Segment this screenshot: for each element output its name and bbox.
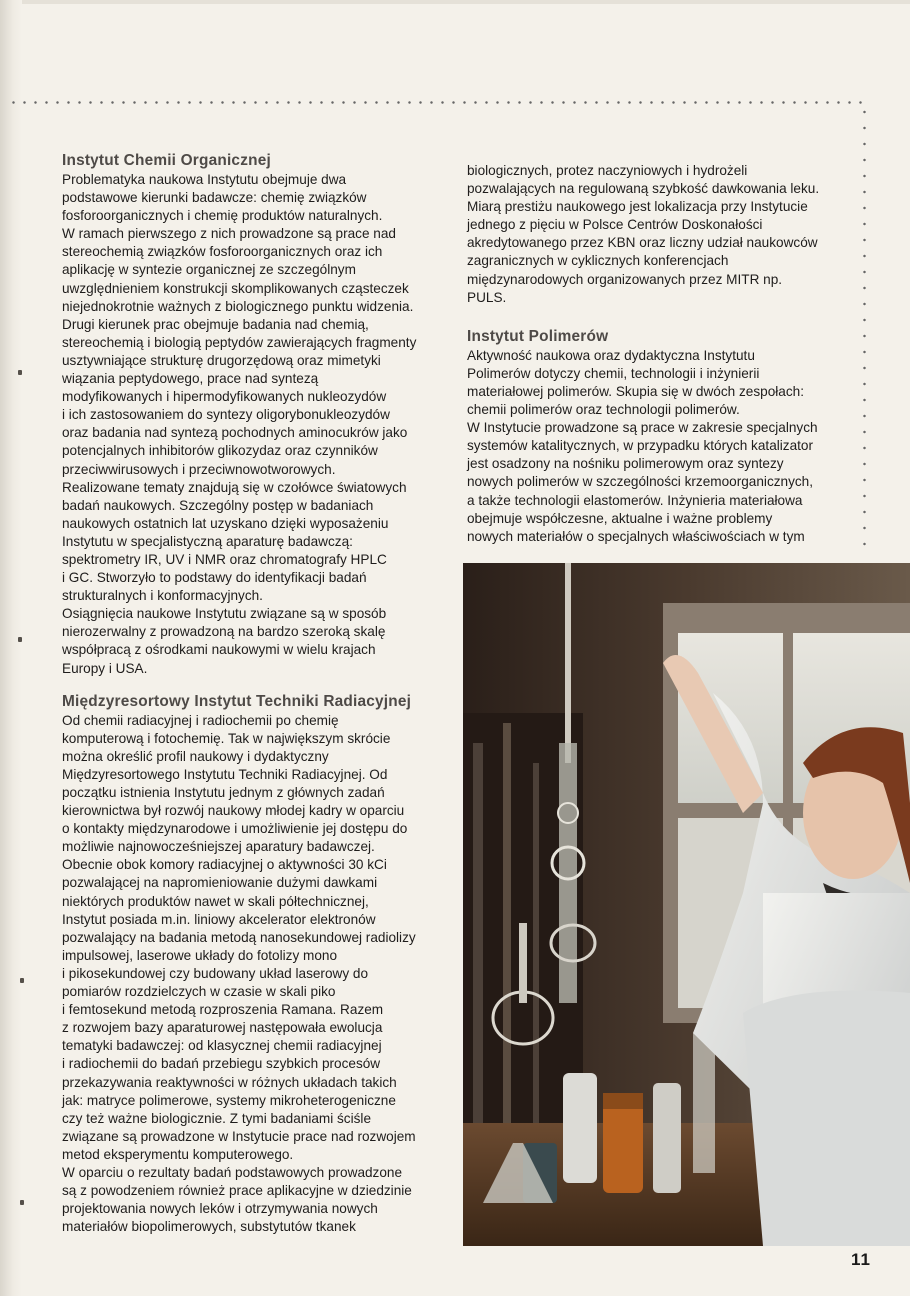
dotted-rule-vertical xyxy=(863,104,866,554)
text-line: komputerową i fotochemię. Tak w największym skrócie xyxy=(62,730,391,746)
text-line: wiązania peptydowego, prace nad syntezą xyxy=(62,371,319,387)
text-line: i GC. Stworzyło to podstawy do identyfikacji badań xyxy=(62,570,367,586)
text-line: i pikosekundowej czy budowany układ laserowy do xyxy=(62,965,369,981)
text-line: modyfikowanych i hipermodyfikowanych nukleozydów xyxy=(62,389,387,405)
text-line: Europy i USA. xyxy=(62,660,148,676)
text-line: międzynarodowych organizowanych przez MITR np. xyxy=(467,271,783,287)
binding-hole-mark xyxy=(20,978,24,983)
text-line: a także technologii elastomerów. Inżynieria materiałowa xyxy=(467,492,803,508)
text-line: akredytowanego przez KBN oraz liczny udział naukowców xyxy=(467,235,818,251)
text-line: systemów katalitycznych, w przypadku których katalizator xyxy=(467,438,814,454)
text-line: impulsowej, laserowe układy do fotolizy mono xyxy=(62,947,338,963)
text-line: spektrometry IR, UV i NMR oraz chromatografy HPLC xyxy=(62,551,387,567)
text-line: o kontakty międzynarodowe i umożliwienie jej dostępu do xyxy=(62,821,408,837)
text-line: Drugi kierunek prac obejmuje badania nad chemią, xyxy=(62,316,369,332)
text-line: czy też ważne biologicznie. Z tymi badaniami ściśle xyxy=(62,1110,372,1126)
text-line: podstawowe kierunki badawcze: chemię związków xyxy=(62,190,367,206)
scan-binding-shadow xyxy=(0,0,22,1296)
text-line: badań naukowych. Szczególny postęp w badaniach xyxy=(62,497,374,513)
text-line: Realizowane tematy znajdują się w czołówce światowych xyxy=(62,479,407,495)
text-line: pozwalającej na napromieniowanie dużymi dawkami xyxy=(62,875,378,891)
text-line: fosforoorganicznych i chemię produktów naturalnych. xyxy=(62,208,383,224)
text-line: pozwalających na regulowaną szybkość dawkowania leku. xyxy=(467,181,820,197)
text-line: oraz badania nad syntezą pochodnych aminocukrów jako xyxy=(62,425,408,441)
text-line: nowych polimerów w szczególności krzemoorganicznych, xyxy=(467,474,814,490)
text-line: zagranicznych w cyklicznych konferencjach xyxy=(467,253,729,269)
text-line: strukturalnych i konformacyjnych. xyxy=(62,588,263,604)
binding-hole-mark xyxy=(20,1200,24,1205)
text-line: jednego z pięciu w Polsce Centrów Doskonałości xyxy=(467,217,763,233)
text-line: stereochemią związków fosforoorganicznych oraz ich xyxy=(62,244,383,260)
text-line: jest osadzony na nośniku polimerowym oraz syntezy xyxy=(467,456,784,472)
text-line: W oparciu o rezultaty badań podstawowych prowadzone xyxy=(62,1164,403,1180)
text-line: pozwalający na badania metodą nanosekundowej radiolizy xyxy=(62,929,416,945)
text-line: Problematyka naukowa Instytutu obejmuje dwa xyxy=(62,172,347,187)
text-line: obejmuje współczesne, aktualne i ważne problemy xyxy=(467,510,773,526)
text-line: PULS. xyxy=(467,289,507,305)
section-heading-polymers: Instytut Polimerów xyxy=(467,327,609,345)
text-line: metod eksperymentu komputerowego. xyxy=(62,1146,294,1162)
text-line: Od chemii radiacyjnej i radiochemii po chemię xyxy=(62,712,339,728)
text-line: materiałowej polimerów. Skupia się w dwóch zespołach: xyxy=(467,383,804,399)
text-line: przeciwwirusowych i przeciwnowotworowych. xyxy=(62,461,336,477)
section-body-organic-chemistry xyxy=(62,171,452,678)
section-heading-radiation-technique: Międzyresortowy Instytut Techniki Radiacyjnej xyxy=(62,692,412,710)
text-line: Instytut posiada m.in. liniowy akcelerator elektronów xyxy=(62,911,376,927)
text-line: z rozwojem bazy aparaturowej następowała ewolucja xyxy=(62,1020,383,1036)
text-line: związane są prowadzone w Instytucie prace nad rozwojem xyxy=(62,1128,416,1144)
right-text-column xyxy=(467,162,863,546)
section-body-polymers xyxy=(467,347,863,546)
text-line: Osiągnięcia naukowe Instytutu związane są w sposób xyxy=(62,606,387,622)
text-line: Aktywność naukowa oraz dydaktyczna Instytutu xyxy=(467,347,755,363)
section-heading-organic-chemistry: Instytut Chemii Organicznej xyxy=(62,152,271,169)
text-line: i ich zastosowaniem do syntezy oligorybonukleozydów xyxy=(62,407,390,423)
text-line: kierownictwa był rozwój naukowy młodej kadry w oparciu xyxy=(62,803,405,819)
text-line: materiałów biopolimerowych, substytutów tkanek xyxy=(62,1219,356,1235)
text-line: współpracą z ośrodkami naukowymi w wielu krajach xyxy=(62,642,376,658)
section-body-radiation-technique xyxy=(62,712,452,1237)
text-line: nierozerwalny z prowadzoną na bardzo szeroką skalę xyxy=(62,624,386,640)
page-number: 11 xyxy=(851,1250,871,1269)
text-line: aplikację w syntezie organicznej ze szczególnym xyxy=(62,262,356,278)
text-line: jak: matryce polimerowe, systemy mikroheterogeniczne xyxy=(62,1092,396,1108)
left-text-column xyxy=(62,151,452,1236)
text-line: naukowych ostatnich lat uzyskano dzięki wyposażeniu xyxy=(62,515,389,531)
text-line: początku istnienia Instytutu jednym z głównych zadań xyxy=(62,785,385,800)
text-line: usztywniające strukturę drugorzędową oraz mimetyki xyxy=(62,352,381,368)
text-line: W ramach pierwszego z nich prowadzone są prace nad xyxy=(62,226,396,242)
text-line: uwzględnieniem konstrukcji skomplikowanych cząsteczek xyxy=(62,280,409,296)
text-line: nowych materiałów o specjalnych właściwościach w tym xyxy=(467,528,805,544)
text-line: W Instytucie prowadzone są prace w zakresie specjalnych xyxy=(467,420,818,436)
text-line: można określić profil naukowy i dydaktyczny xyxy=(62,748,329,764)
text-line: potencjalnych inhibitorów glikozydaz oraz czynników xyxy=(62,443,378,459)
text-line: i radiochemii do badań przebiegu szybkich procesów xyxy=(62,1056,381,1072)
text-line: Miarą prestiżu naukowego jest lokalizacja przy Instytucie xyxy=(467,199,808,215)
text-line: niejednokrotnie ważnych z biologicznego punktu widzenia. xyxy=(62,298,414,314)
text-line: Instytutu w specjalistyczną aparaturę badawczą: xyxy=(62,533,353,549)
text-line: niektórych produktów nawet w skali półtechnicznej, xyxy=(62,893,369,909)
text-line: biologicznych, protez naczyniowych i hydrożeli xyxy=(467,163,748,178)
text-line: i femtosekund metodą rozproszenia Ramana. Razem xyxy=(62,1002,384,1018)
text-line: tematyki badawczej: od klasycznej chemii radiacyjnej xyxy=(62,1038,382,1054)
text-line: stereochemią i biologią peptydów zawierających fragmenty xyxy=(62,334,417,350)
text-line: pomiarów rozdzielczych w czasie w skali piko xyxy=(62,984,336,1000)
text-line: Obecnie obok komory radiacyjnej o aktywności 30 kCi xyxy=(62,857,387,873)
text-line: projektowania nowych leków i otrzymywania nowych xyxy=(62,1201,378,1217)
section-body-continuation xyxy=(467,162,863,307)
binding-hole-mark xyxy=(18,370,22,375)
binding-hole-mark xyxy=(18,637,22,642)
text-line: możliwie najnowocześniejszej aparatury badawczej. xyxy=(62,839,375,855)
laboratory-photo xyxy=(463,563,910,1246)
text-line: Międzyresortowego Instytutu Techniki Radiacyjnej. Od xyxy=(62,766,388,782)
text-line: przekazywania reaktywności w różnych układach takich xyxy=(62,1074,397,1090)
dotted-rule-horizontal xyxy=(8,101,868,104)
page-top-edge xyxy=(0,0,910,4)
text-line: Polimerów dotyczy chemii, technologii i inżynierii xyxy=(467,365,760,381)
text-line: są z powodzeniem również prace aplikacyjne w dziedzinie xyxy=(62,1183,412,1199)
text-line: chemii polimerów oraz technologii polimerów. xyxy=(467,402,740,418)
